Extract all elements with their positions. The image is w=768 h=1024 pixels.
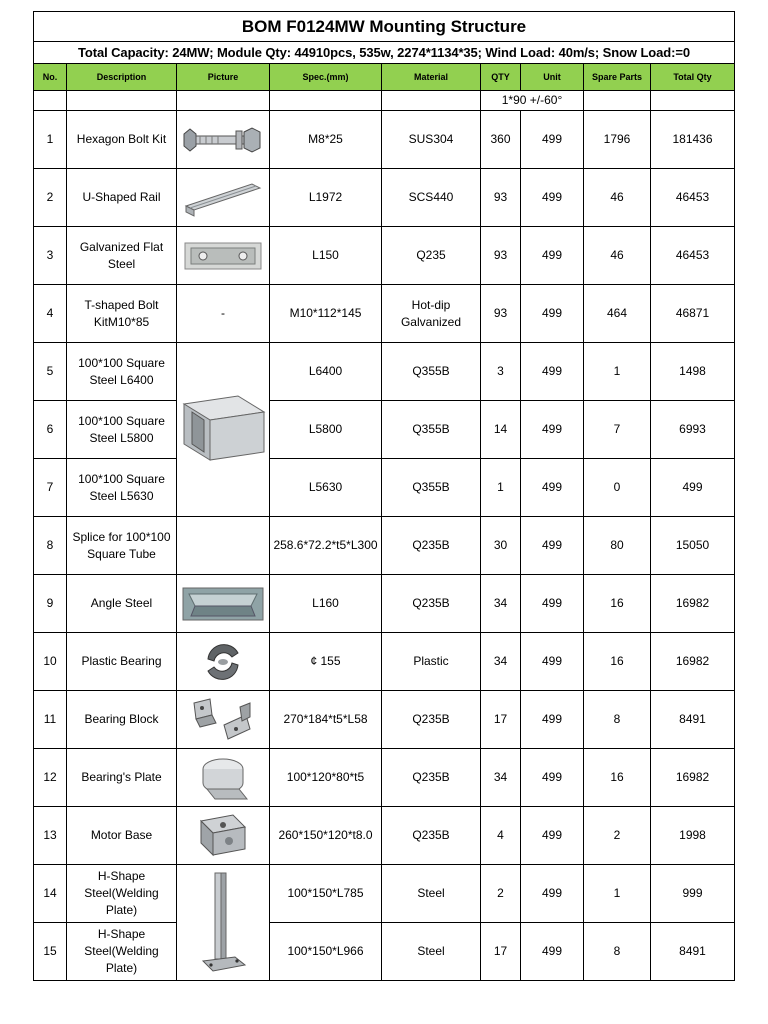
row-material: Steel bbox=[382, 865, 481, 923]
row-material: Q235B bbox=[382, 575, 481, 633]
table-row bbox=[34, 575, 735, 633]
row-spare: 2 bbox=[584, 807, 651, 865]
row-total: 46453 bbox=[651, 169, 735, 227]
row-total: 8491 bbox=[651, 923, 735, 981]
row-unit: 499 bbox=[521, 807, 584, 865]
row-total: 1498 bbox=[651, 343, 735, 401]
header-spare: Spare Parts bbox=[584, 64, 651, 91]
row-spec: 100*150*L966 bbox=[270, 923, 382, 981]
row-material: Q355B bbox=[382, 401, 481, 459]
row-picture bbox=[177, 865, 270, 981]
row-description: Bearing's Plate bbox=[67, 749, 177, 807]
row-picture bbox=[177, 111, 270, 169]
header-unit: Unit bbox=[521, 64, 584, 91]
empty-cell bbox=[270, 91, 382, 111]
table-row bbox=[34, 633, 735, 691]
row-qty: 4 bbox=[481, 807, 521, 865]
row-spare: 7 bbox=[584, 401, 651, 459]
row-spare: 8 bbox=[584, 923, 651, 981]
row-picture bbox=[177, 691, 270, 749]
row-picture-text: - bbox=[177, 285, 270, 343]
row-spec: M10*112*145 bbox=[270, 285, 382, 343]
row-unit: 499 bbox=[521, 923, 584, 981]
row-no: 7 bbox=[34, 459, 67, 517]
row-total: 16982 bbox=[651, 575, 735, 633]
capacity-line: Total Capacity: 24MW; Module Qty: 44910pcs, 535w, 2274*1134*35; Wind Load: 40m/s; Snow Load:=0 bbox=[34, 42, 735, 64]
row-qty: 30 bbox=[481, 517, 521, 575]
row-unit: 499 bbox=[521, 343, 584, 401]
row-spec: L5630 bbox=[270, 459, 382, 517]
row-qty: 34 bbox=[481, 749, 521, 807]
row-unit: 499 bbox=[521, 227, 584, 285]
empty-cell bbox=[67, 91, 177, 111]
table-row bbox=[34, 749, 735, 807]
row-qty: 14 bbox=[481, 401, 521, 459]
row-spare: 46 bbox=[584, 227, 651, 285]
row-material: Q235B bbox=[382, 749, 481, 807]
row-spare: 16 bbox=[584, 575, 651, 633]
table-row bbox=[34, 923, 735, 981]
row-unit: 499 bbox=[521, 459, 584, 517]
table-row bbox=[34, 517, 735, 575]
row-no: 8 bbox=[34, 517, 67, 575]
table-row bbox=[34, 111, 735, 169]
row-qty: 93 bbox=[481, 227, 521, 285]
row-total: 8491 bbox=[651, 691, 735, 749]
header-total: Total Qty bbox=[651, 64, 735, 91]
row-total: 499 bbox=[651, 459, 735, 517]
row-picture bbox=[177, 749, 270, 807]
row-description: H-Shape Steel(Welding Plate) bbox=[67, 923, 177, 981]
row-material: Q355B bbox=[382, 459, 481, 517]
row-no: 6 bbox=[34, 401, 67, 459]
header-no: No. bbox=[34, 64, 67, 91]
row-qty: 93 bbox=[481, 169, 521, 227]
row-spec: L5800 bbox=[270, 401, 382, 459]
table-row bbox=[34, 691, 735, 749]
row-description: Hexagon Bolt Kit bbox=[67, 111, 177, 169]
row-spec: 260*150*120*t8.0 bbox=[270, 807, 382, 865]
bearing-plate-icon bbox=[193, 753, 253, 803]
row-material: Plastic bbox=[382, 633, 481, 691]
row-unit: 499 bbox=[521, 401, 584, 459]
empty-cell bbox=[34, 91, 67, 111]
row-material: SCS440 bbox=[382, 169, 481, 227]
row-spare: 1796 bbox=[584, 111, 651, 169]
header-spec: Spec.(mm) bbox=[270, 64, 382, 91]
row-spare: 0 bbox=[584, 459, 651, 517]
header-picture: Picture bbox=[177, 64, 270, 91]
table-row bbox=[34, 343, 735, 401]
row-no: 15 bbox=[34, 923, 67, 981]
row-total: 6993 bbox=[651, 401, 735, 459]
table-row bbox=[34, 285, 735, 343]
row-unit: 499 bbox=[521, 749, 584, 807]
angle-steel-icon bbox=[181, 584, 265, 624]
row-qty: 34 bbox=[481, 633, 521, 691]
row-spec: 258.6*72.2*t5*L300 bbox=[270, 517, 382, 575]
row-description: Bearing Block bbox=[67, 691, 177, 749]
h-shape-steel-icon bbox=[193, 869, 253, 977]
row-spare: 80 bbox=[584, 517, 651, 575]
empty-cell bbox=[584, 91, 651, 111]
row-no: 9 bbox=[34, 575, 67, 633]
row-description: Plastic Bearing bbox=[67, 633, 177, 691]
row-spec: 100*120*80*t5 bbox=[270, 749, 382, 807]
row-total: 181436 bbox=[651, 111, 735, 169]
row-spec: 100*150*L785 bbox=[270, 865, 382, 923]
row-spare: 464 bbox=[584, 285, 651, 343]
row-picture bbox=[177, 169, 270, 227]
row-no: 4 bbox=[34, 285, 67, 343]
row-material: Steel bbox=[382, 923, 481, 981]
bom-table bbox=[33, 11, 735, 981]
row-description: 100*100 Square Steel L6400 bbox=[67, 343, 177, 401]
row-description: Splice for 100*100 Square Tube bbox=[67, 517, 177, 575]
row-total: 46871 bbox=[651, 285, 735, 343]
row-unit: 499 bbox=[521, 691, 584, 749]
row-qty: 3 bbox=[481, 343, 521, 401]
row-total: 16982 bbox=[651, 749, 735, 807]
row-no: 14 bbox=[34, 865, 67, 923]
bom-sheet bbox=[33, 11, 734, 981]
row-spare: 16 bbox=[584, 633, 651, 691]
row-total: 46453 bbox=[651, 227, 735, 285]
plastic-bearing-icon bbox=[198, 637, 248, 687]
row-total: 15050 bbox=[651, 517, 735, 575]
row-spec: M8*25 bbox=[270, 111, 382, 169]
row-unit: 499 bbox=[521, 575, 584, 633]
empty-cell bbox=[651, 91, 735, 111]
row-picture bbox=[177, 343, 270, 517]
square-tube-icon bbox=[180, 390, 266, 470]
row-unit: 499 bbox=[521, 169, 584, 227]
row-no: 11 bbox=[34, 691, 67, 749]
row-picture bbox=[177, 807, 270, 865]
table-row bbox=[34, 169, 735, 227]
row-material: Q235B bbox=[382, 807, 481, 865]
header-row bbox=[34, 64, 735, 91]
page-title: BOM F0124MW Mounting Structure bbox=[34, 12, 735, 42]
row-qty: 2 bbox=[481, 865, 521, 923]
row-description: 100*100 Square Steel L5630 bbox=[67, 459, 177, 517]
row-no: 12 bbox=[34, 749, 67, 807]
row-qty: 93 bbox=[481, 285, 521, 343]
angle-note-row bbox=[34, 91, 735, 111]
row-unit: 499 bbox=[521, 111, 584, 169]
row-no: 13 bbox=[34, 807, 67, 865]
row-picture bbox=[177, 575, 270, 633]
row-qty: 1 bbox=[481, 459, 521, 517]
bearing-block-icon bbox=[188, 695, 258, 745]
row-no: 10 bbox=[34, 633, 67, 691]
row-material: SUS304 bbox=[382, 111, 481, 169]
row-no: 3 bbox=[34, 227, 67, 285]
row-picture-empty bbox=[177, 517, 270, 575]
row-material: Q235B bbox=[382, 517, 481, 575]
row-no: 2 bbox=[34, 169, 67, 227]
hex-bolt-icon bbox=[180, 120, 266, 160]
row-material: Q235 bbox=[382, 227, 481, 285]
motor-base-icon bbox=[193, 811, 253, 861]
title-row bbox=[34, 12, 735, 42]
row-unit: 499 bbox=[521, 865, 584, 923]
row-spare: 1 bbox=[584, 343, 651, 401]
row-qty: 360 bbox=[481, 111, 521, 169]
u-rail-icon bbox=[180, 176, 266, 220]
row-spec: L150 bbox=[270, 227, 382, 285]
row-spare: 46 bbox=[584, 169, 651, 227]
row-spare: 16 bbox=[584, 749, 651, 807]
row-spec: L6400 bbox=[270, 343, 382, 401]
row-picture bbox=[177, 227, 270, 285]
row-spare: 1 bbox=[584, 865, 651, 923]
row-unit: 499 bbox=[521, 633, 584, 691]
table-row bbox=[34, 865, 735, 923]
row-material: Hot-dip Galvanized bbox=[382, 285, 481, 343]
row-unit: 499 bbox=[521, 285, 584, 343]
row-total: 1998 bbox=[651, 807, 735, 865]
row-no: 5 bbox=[34, 343, 67, 401]
row-qty: 34 bbox=[481, 575, 521, 633]
table-row bbox=[34, 459, 735, 517]
table-row bbox=[34, 807, 735, 865]
row-spec: 270*184*t5*L58 bbox=[270, 691, 382, 749]
header-qty: QTY bbox=[481, 64, 521, 91]
row-description: Angle Steel bbox=[67, 575, 177, 633]
row-spec: L1972 bbox=[270, 169, 382, 227]
capacity-row bbox=[34, 42, 735, 64]
row-qty: 17 bbox=[481, 691, 521, 749]
row-description: 100*100 Square Steel L5800 bbox=[67, 401, 177, 459]
row-description: Galvanized Flat Steel bbox=[67, 227, 177, 285]
flat-steel-icon bbox=[183, 239, 263, 273]
header-description: Description bbox=[67, 64, 177, 91]
row-description: U-Shaped Rail bbox=[67, 169, 177, 227]
row-total: 999 bbox=[651, 865, 735, 923]
empty-cell bbox=[382, 91, 481, 111]
row-description: T-shaped Bolt KitM10*85 bbox=[67, 285, 177, 343]
row-material: Q235B bbox=[382, 691, 481, 749]
table-row bbox=[34, 401, 735, 459]
row-spare: 8 bbox=[584, 691, 651, 749]
table-row bbox=[34, 227, 735, 285]
row-unit: 499 bbox=[521, 517, 584, 575]
header-material: Material bbox=[382, 64, 481, 91]
row-qty: 17 bbox=[481, 923, 521, 981]
row-spec: ¢ 155 bbox=[270, 633, 382, 691]
row-no: 1 bbox=[34, 111, 67, 169]
row-description: Motor Base bbox=[67, 807, 177, 865]
angle-note: 1*90 +/-60° bbox=[481, 91, 584, 111]
row-description: H-Shape Steel(Welding Plate) bbox=[67, 865, 177, 923]
row-picture bbox=[177, 633, 270, 691]
row-spec: L160 bbox=[270, 575, 382, 633]
row-total: 16982 bbox=[651, 633, 735, 691]
empty-cell bbox=[177, 91, 270, 111]
row-material: Q355B bbox=[382, 343, 481, 401]
